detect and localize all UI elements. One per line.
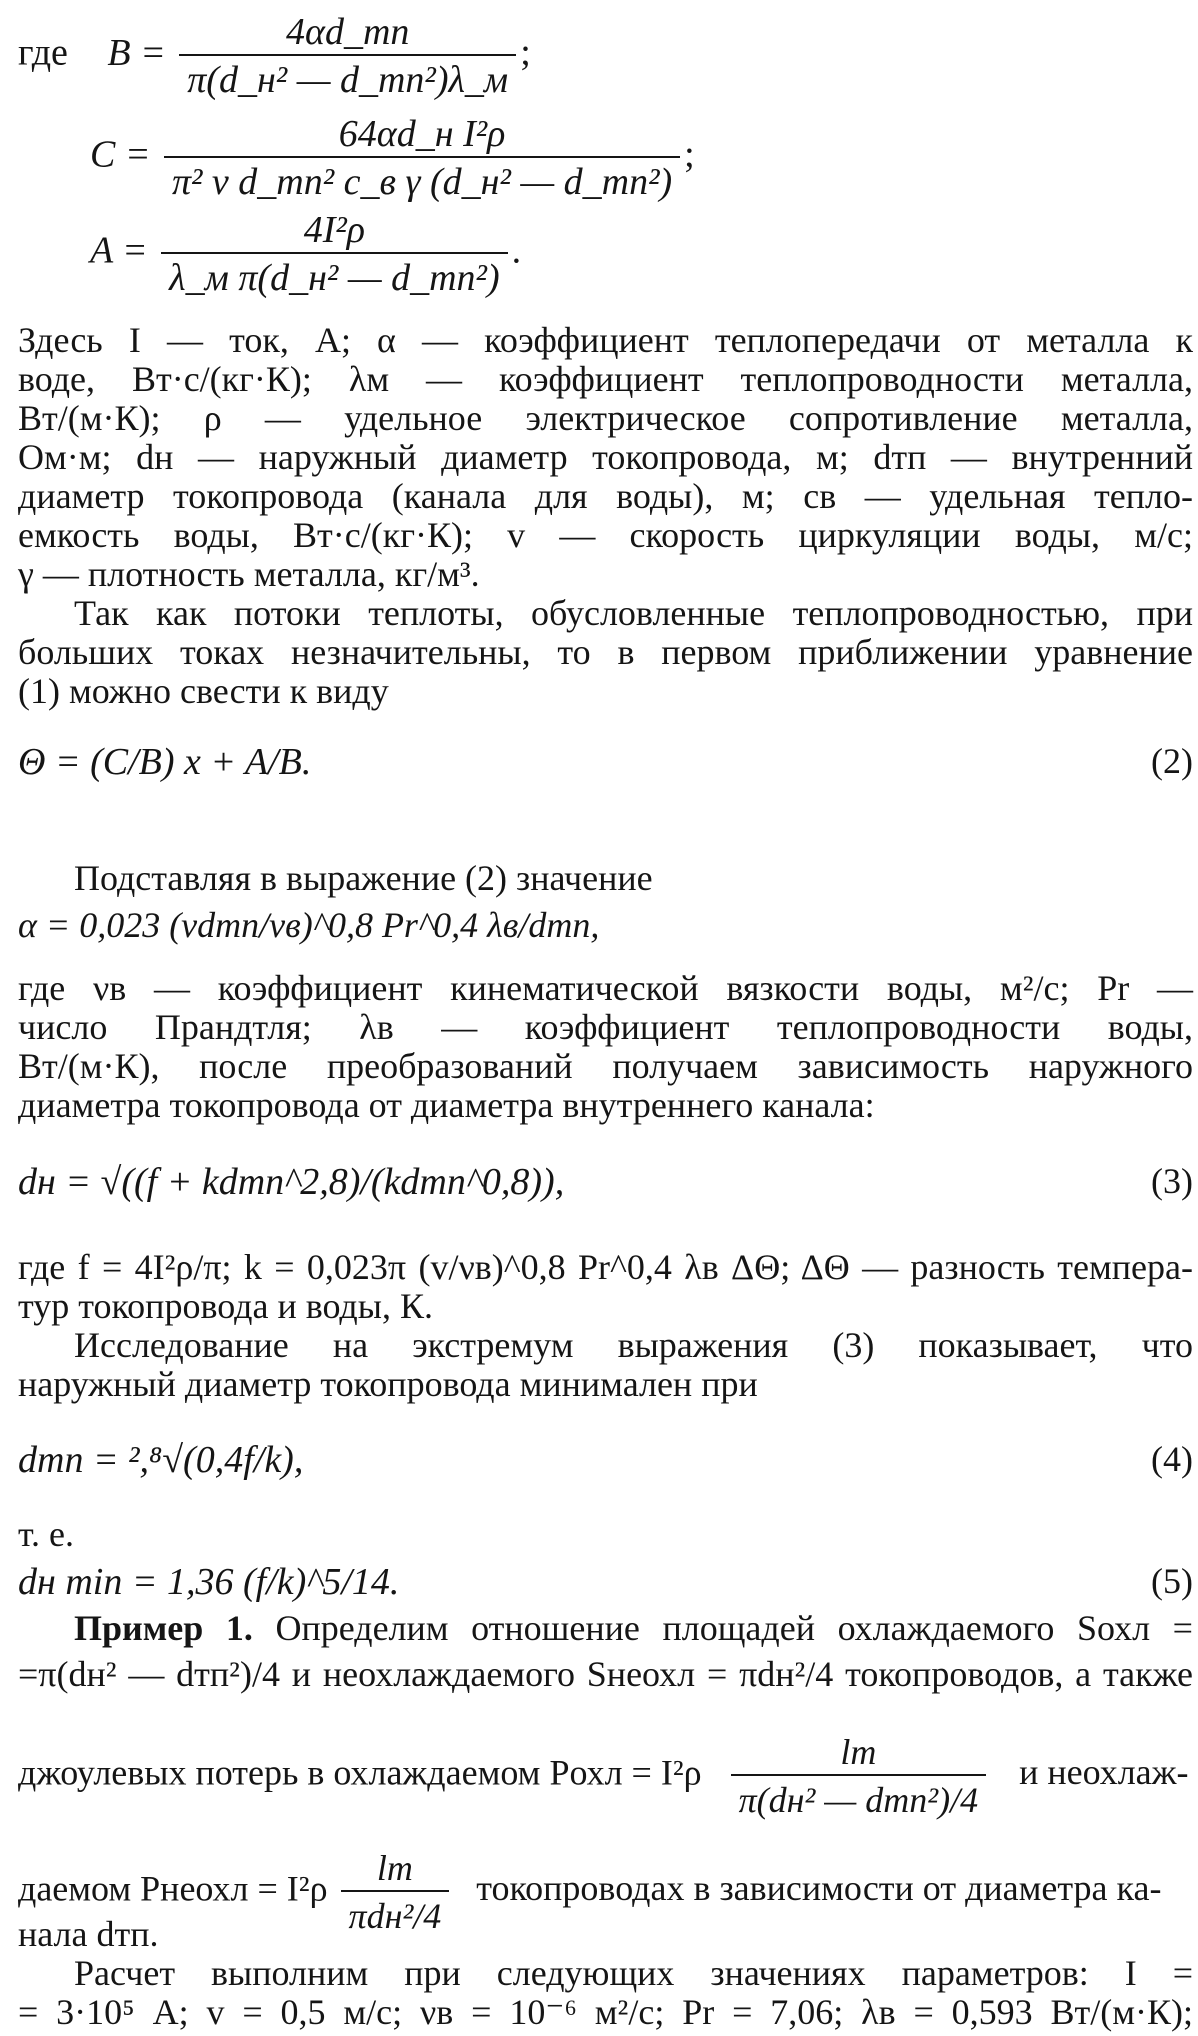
- formula-A: A = $\frac{\text{4I²ρ}}{\text{λ\_м π(d\_н² — d\_тп²)}}$ .: [90, 209, 522, 299]
- paragraph-substitution: Подставляя в выражение (2) значение: [74, 858, 653, 898]
- equation-number: (3): [1151, 1161, 1193, 1201]
- equation-number: (5): [1151, 1561, 1193, 1601]
- alpha-formula: α = 0,023 (vdтп/νв)^0,8 Pr^0,4 λв/dтп,: [18, 905, 600, 945]
- equation-4: dтп = ²,⁸√(0,4f/k), (4): [18, 1439, 1193, 1481]
- example-label: Пример 1.: [74, 1608, 253, 1648]
- formula-lead: где: [18, 31, 68, 74]
- equation-number: (2): [1151, 741, 1193, 781]
- formula-C: C = $\frac{\text{64αd\_н I²ρ}}{\text{π² v d\_тп² c\_в γ (d\_н² — d\_тп²)}}$ ;: [90, 113, 695, 203]
- equation-number: (4): [1151, 1439, 1193, 1479]
- equation-2: Θ = (C/B) x + A/B. (2): [18, 741, 1193, 783]
- formula-B: где B = $\frac{4\alpha d\_тп}{\text{π(d\_н² — d\_тп²)λ\_м}}$ ;: [18, 11, 531, 101]
- equation-3: dн = √((f + kdтп^2,8)/(kdтп^0,8)), (3): [18, 1161, 1193, 1203]
- equation-5: dн min = 1,36 (f/k)^5/14. (5): [18, 1561, 1193, 1603]
- te-label: т. е.: [18, 1514, 75, 1554]
